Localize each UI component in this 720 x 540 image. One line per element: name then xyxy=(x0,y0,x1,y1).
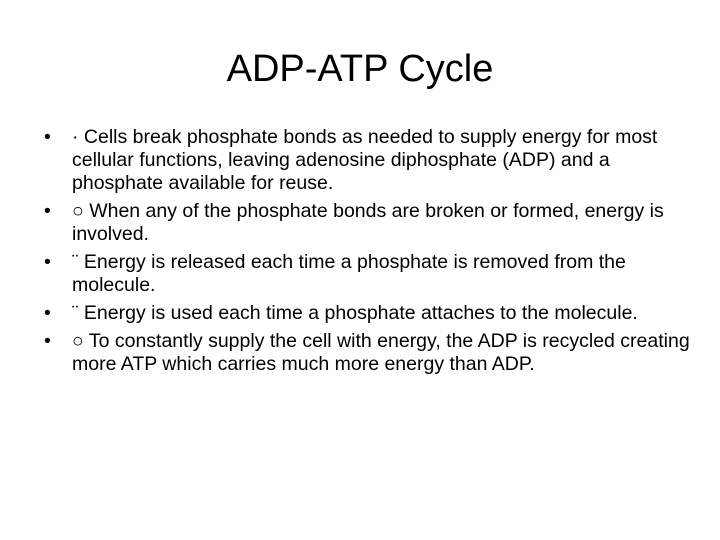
bullet-icon: • xyxy=(44,251,51,273)
bullet-text: ○ To constantly supply the cell with energy, the ADP is recycled creating more ATP which carries much more energy than ADP. xyxy=(72,330,690,375)
list-item xyxy=(44,200,694,246)
bullet-text: ¨ Energy is released each time a phosphate is removed from the molecule. xyxy=(72,251,626,296)
bullet-icon: • xyxy=(44,200,51,222)
bullet-icon: • xyxy=(44,302,51,324)
list-item xyxy=(44,126,694,195)
list-item xyxy=(44,251,694,297)
list-item xyxy=(44,330,694,376)
bullet-text: · Cells break phosphate bonds as needed to supply energy for most cellular functions, leaving adenosine diphosphate (ADP) and a phosphate available for reuse. xyxy=(72,126,658,194)
bullet-text: ¨ Energy is used each time a phosphate attaches to the molecule. xyxy=(72,302,638,324)
bullet-icon: • xyxy=(44,126,51,148)
list-item xyxy=(44,302,694,325)
bullet-icon: • xyxy=(44,330,51,352)
bullet-list xyxy=(44,126,694,381)
slide-title: ADP-ATP Cycle xyxy=(226,48,494,90)
bullet-text: ○ When any of the phosphate bonds are broken or formed, energy is involved. xyxy=(72,200,664,245)
